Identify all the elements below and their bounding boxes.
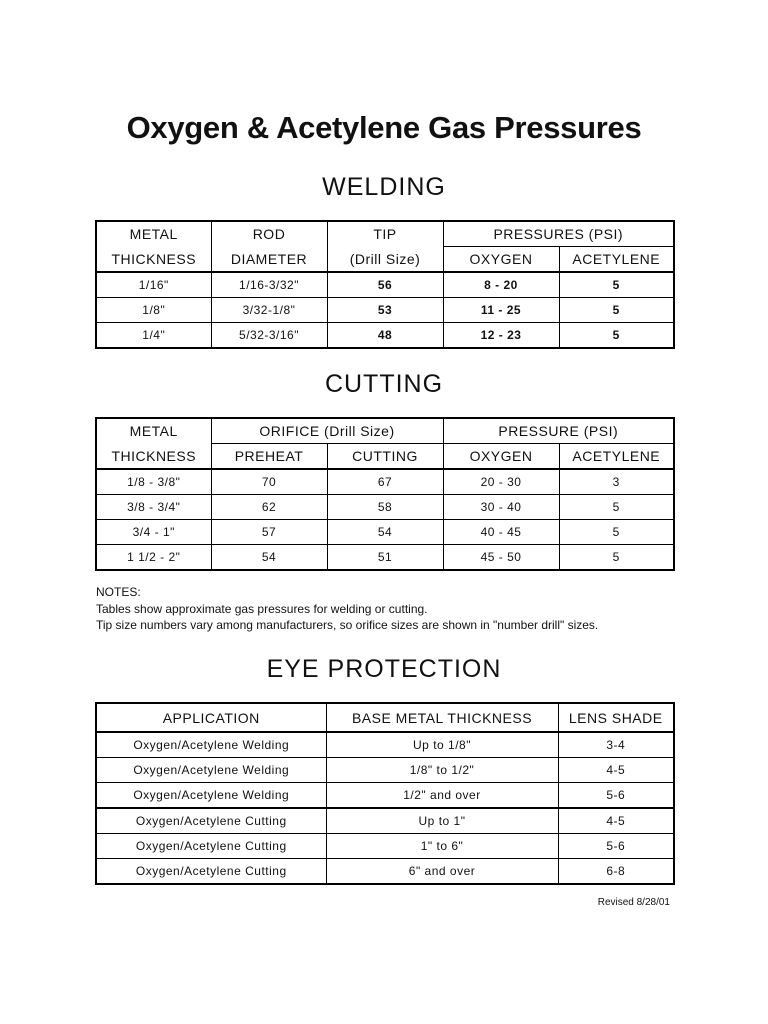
cell-base-metal-thickness: Up to 1": [326, 808, 558, 834]
notes-label: NOTES:: [96, 585, 141, 599]
welding-table: [95, 220, 675, 349]
cell-oxygen: 45 - 50: [443, 545, 559, 571]
cell-rod-diameter: 5/32-3/16": [211, 323, 327, 349]
welding-header-pressures: PRESSURES (PSI): [443, 221, 674, 247]
cutting-heading: CUTTING: [324, 370, 444, 398]
cell-oxygen: 11 - 25: [443, 298, 559, 323]
cutting-header-orifice: ORIFICE (Drill Size): [211, 418, 443, 444]
cell-cutting: 51: [327, 545, 443, 571]
cell-metal-thickness: 3/4 - 1": [96, 520, 211, 545]
eye-header-application: APPLICATION: [96, 703, 326, 732]
cell-oxygen: 20 - 30: [443, 469, 559, 495]
welding-header-metal: METAL: [96, 221, 211, 247]
cell-application: Oxygen/Acetylene Cutting: [96, 859, 326, 885]
cell-metal-thickness: 1 1/2 - 2": [96, 545, 211, 571]
table-row: [96, 272, 674, 298]
cell-base-metal-thickness: 1/8" to 1/2": [326, 758, 558, 783]
cell-lens-shade: 3-4: [558, 732, 674, 758]
cell-tip: 48: [327, 323, 443, 349]
eye-header-base-metal-thickness: BASE METAL THICKNESS: [326, 703, 558, 732]
cell-lens-shade: 5-6: [558, 834, 674, 859]
cell-base-metal-thickness: Up to 1/8": [326, 732, 558, 758]
cell-preheat: 62: [211, 495, 327, 520]
table-row: [96, 783, 674, 809]
cutting-header-thickness: THICKNESS: [96, 444, 211, 470]
page-title: Oxygen & Acetylene Gas Pressures: [126, 110, 642, 145]
cell-base-metal-thickness: 1" to 6": [326, 834, 558, 859]
cell-application: Oxygen/Acetylene Cutting: [96, 808, 326, 834]
notes: [96, 584, 598, 634]
cell-base-metal-thickness: 6" and over: [326, 859, 558, 885]
cell-cutting: 67: [327, 469, 443, 495]
eye-protection-heading: EYE PROTECTION: [266, 655, 502, 683]
cell-base-metal-thickness: 1/2" and over: [326, 783, 558, 809]
cell-rod-diameter: 1/16-3/32": [211, 272, 327, 298]
cell-metal-thickness: 1/16": [96, 272, 211, 298]
table-row: [96, 495, 674, 520]
cutting-header-pressure: PRESSURE (PSI): [443, 418, 674, 444]
welding-header-diameter: DIAMETER: [211, 247, 327, 273]
cell-cutting: 54: [327, 520, 443, 545]
table-row: [96, 298, 674, 323]
cell-metal-thickness: 1/8 - 3/8": [96, 469, 211, 495]
table-row: [96, 323, 674, 349]
cell-acetylene: 3: [559, 469, 674, 495]
cell-lens-shade: 5-6: [558, 783, 674, 809]
table-row: [96, 732, 674, 758]
cell-acetylene: 5: [559, 323, 674, 349]
welding-header-acetylene: ACETYLENE: [559, 247, 674, 273]
cutting-header-acetylene: ACETYLENE: [559, 444, 674, 470]
eye-protection-table: [95, 702, 675, 885]
cell-application: Oxygen/Acetylene Cutting: [96, 834, 326, 859]
cell-metal-thickness: 3/8 - 3/4": [96, 495, 211, 520]
cell-oxygen: 12 - 23: [443, 323, 559, 349]
cell-lens-shade: 6-8: [558, 859, 674, 885]
cell-oxygen: 30 - 40: [443, 495, 559, 520]
cell-lens-shade: 4-5: [558, 758, 674, 783]
cutting-header-oxygen: OXYGEN: [443, 444, 559, 470]
cell-lens-shade: 4-5: [558, 808, 674, 834]
cutting-table: [95, 417, 675, 571]
cell-oxygen: 40 - 45: [443, 520, 559, 545]
cell-acetylene: 5: [559, 545, 674, 571]
cell-application: Oxygen/Acetylene Welding: [96, 732, 326, 758]
cutting-header-cutting: CUTTING: [327, 444, 443, 470]
cell-metal-thickness: 1/8": [96, 298, 211, 323]
cell-application: Oxygen/Acetylene Welding: [96, 783, 326, 809]
cell-application: Oxygen/Acetylene Welding: [96, 758, 326, 783]
notes-line: Tables show approximate gas pressures for welding or cutting.: [96, 601, 428, 616]
cutting-header-preheat: PREHEAT: [211, 444, 327, 470]
table-row: [96, 469, 674, 495]
cell-acetylene: 5: [559, 495, 674, 520]
table-row: [96, 834, 674, 859]
cutting-header-metal: METAL: [96, 418, 211, 444]
welding-header-tip: TIP: [327, 221, 443, 247]
cell-oxygen: 8 - 20: [443, 272, 559, 298]
cell-tip: 56: [327, 272, 443, 298]
notes-line: Tip size numbers vary among manufacturers, so orifice sizes are shown in "number drill" sizes.: [96, 618, 599, 632]
cell-preheat: 57: [211, 520, 327, 545]
cell-rod-diameter: 3/32-1/8": [211, 298, 327, 323]
cell-tip: 53: [327, 298, 443, 323]
welding-header-drill-size: (Drill Size): [327, 247, 443, 273]
cell-acetylene: 5: [559, 520, 674, 545]
table-row: [96, 808, 674, 834]
cell-metal-thickness: 1/4": [96, 323, 211, 349]
cell-preheat: 70: [211, 469, 327, 495]
welding-heading: WELDING: [322, 173, 446, 201]
cell-cutting: 58: [327, 495, 443, 520]
cell-acetylene: 5: [559, 272, 674, 298]
table-row: [96, 545, 674, 571]
revision-date: Revised 8/28/01: [597, 897, 670, 908]
welding-header-oxygen: OXYGEN: [443, 247, 559, 273]
welding-header-thickness: THICKNESS: [96, 247, 211, 273]
cell-acetylene: 5: [559, 298, 674, 323]
eye-header-lens-shade: LENS SHADE: [558, 703, 674, 732]
table-row: [96, 520, 674, 545]
table-row: [96, 859, 674, 885]
cell-preheat: 54: [211, 545, 327, 571]
table-row: [96, 758, 674, 783]
welding-header-rod: ROD: [211, 221, 327, 247]
